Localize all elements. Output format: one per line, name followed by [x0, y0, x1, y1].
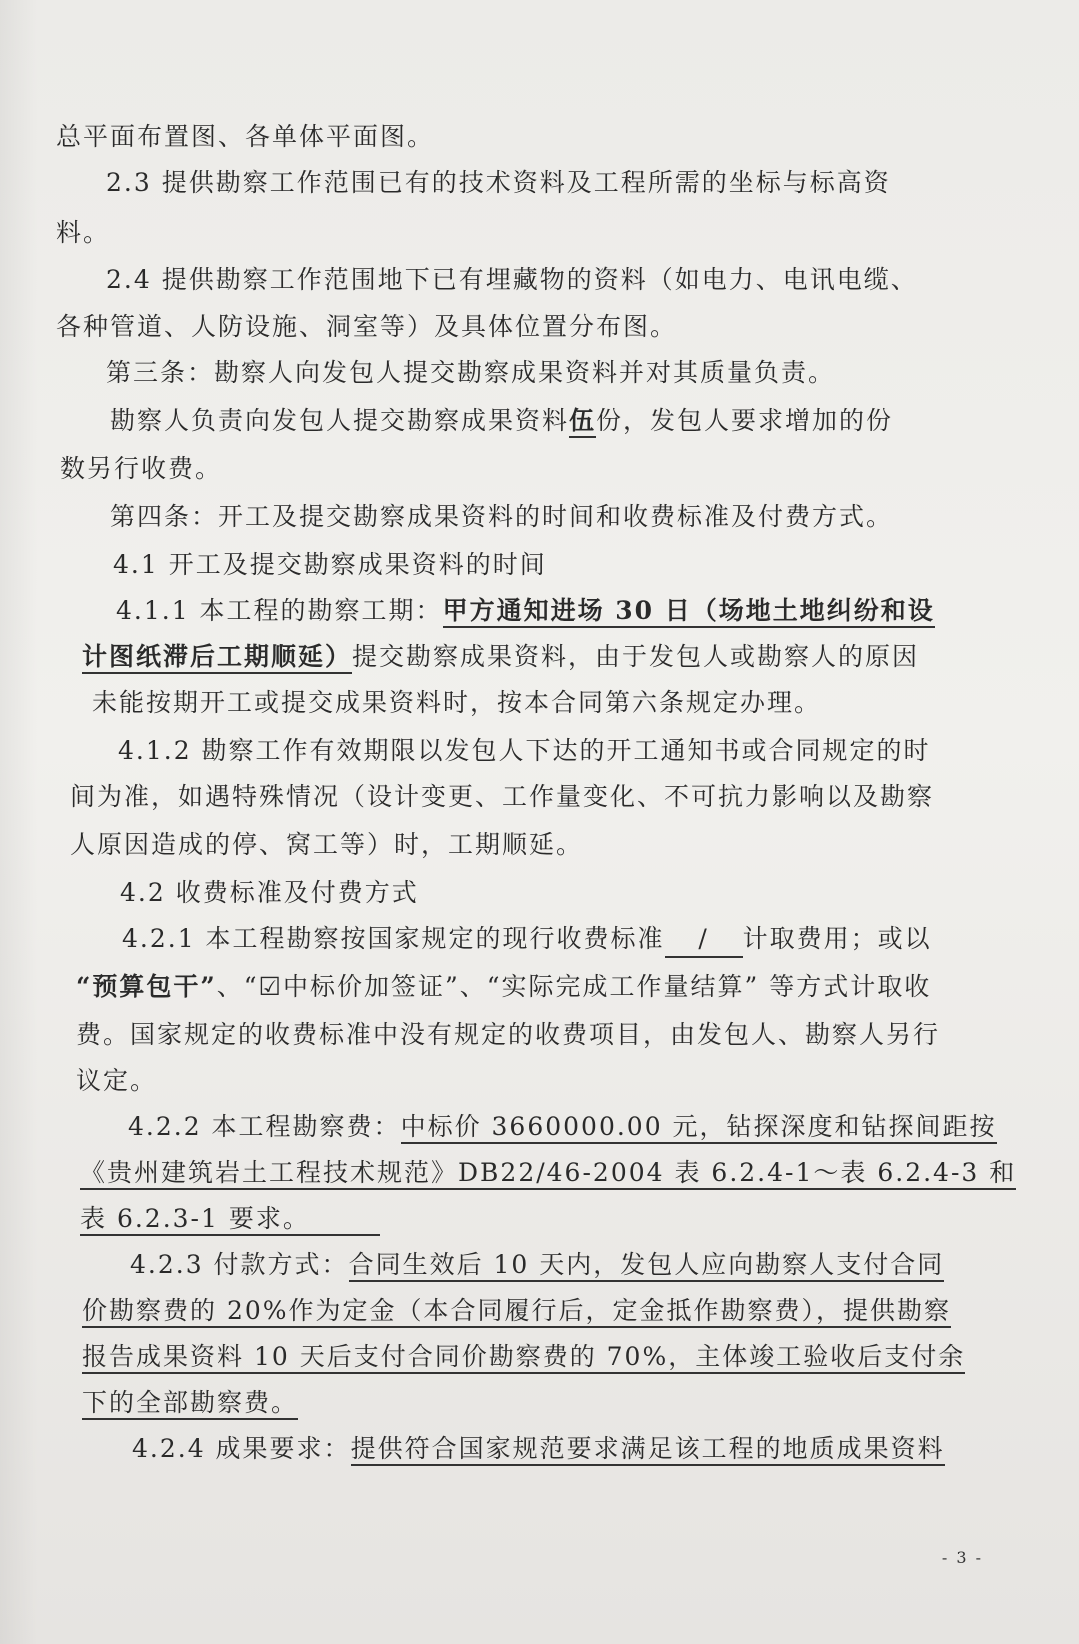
page-number: - 3 -	[941, 1548, 983, 1567]
text-line: 料。	[56, 218, 111, 247]
clause-4-2-2: 4.2.2 本工程勘察费：中标价 3660000.00 元，钻探深度和钻探间距按	[128, 1110, 997, 1144]
clause-2-4: 2.4 提供勘察工作范围地下已有埋藏物的资料（如电力、电讯电缆、	[106, 265, 918, 294]
text-line: 表 6.2.3-1 要求。	[80, 1202, 380, 1236]
text-line: 费。国家规定的收费标准中没有规定的收费项目，由发包人、勘察人另行	[76, 1020, 941, 1049]
clause-4-1-2: 4.1.2 勘察工作有效期限以发包人下达的开工通知书或合同规定的时	[118, 736, 931, 765]
schedule-field: 甲方通知进场 30 日（场地土地纠纷和设	[443, 596, 935, 628]
payment-field: 合同生效后 10 天内，发包人应向勘察人支付合同	[349, 1250, 945, 1282]
text-line: 总平面布置图、各单体平面图。	[56, 122, 435, 151]
text-line: 计图纸滞后工期顺延）提交勘察成果资料，由于发包人或勘察人的原因	[82, 640, 919, 674]
fee-amount-field: 中标价 3660000.00 元，钻探深度和钻探间距按	[401, 1112, 997, 1144]
text-line: 报告成果资料 10 天后支付合同价勘察费的 70%，主体竣工验收后支付余	[82, 1340, 965, 1374]
fee-standard-field: /	[665, 922, 743, 958]
deliverable-field: 提供符合国家规范要求满足该工程的地质成果资料	[351, 1434, 945, 1466]
text-line: 未能按期开工或提交成果资料时，按本合同第六条规定办理。	[92, 688, 822, 717]
text-line: 议定。	[76, 1066, 158, 1095]
article-4-heading: 第四条：开工及提交勘察成果资料的时间和收费标准及付费方式。	[110, 502, 894, 531]
text-line: 人原因造成的停、窝工等）时，工期顺延。	[70, 830, 584, 859]
clause-4-2-4: 4.2.4 成果要求：提供符合国家规范要求满足该工程的地质成果资料	[132, 1432, 945, 1466]
text-line: 下的全部勘察费。	[82, 1386, 298, 1420]
clause-4-2-1: 4.2.1 本工程勘察按国家规定的现行收费标准 / 计取费用；或以	[122, 922, 932, 958]
copies-line: 勘察人负责向发包人提交勘察成果资料伍份，发包人要求增加的份	[110, 404, 893, 438]
text-line: 数另行收费。	[60, 454, 223, 483]
text-line: 各种管道、人防设施、洞室等）及具体位置分布图。	[56, 312, 678, 341]
copies-field: 伍	[569, 406, 596, 438]
page-edge-shadow	[0, 0, 38, 1644]
text-line: “预算包干”、“☑中标价加签证”、“实际完成工作量结算” 等方式计取收	[76, 972, 932, 1001]
section-4-1-heading: 4.1 开工及提交勘察成果资料的时间	[113, 550, 547, 579]
section-4-2-heading: 4.2 收费标准及付费方式	[120, 878, 419, 907]
clause-2-3: 2.3 提供勘察工作范围已有的技术资料及工程所需的坐标与标高资	[106, 168, 891, 197]
text-line: 《贵州建筑岩土工程技术规范》DB22/46-2004 表 6.2.4-1～表 6.2.4-3 和	[80, 1156, 1016, 1190]
article-3-heading: 第三条：勘察人向发包人提交勘察成果资料并对其质量负责。	[106, 358, 836, 387]
text-line: 价勘察费的 20%作为定金（本合同履行后，定金抵作勘察费），提供勘察	[82, 1294, 951, 1328]
clause-4-1-1: 4.1.1 本工程的勘察工期：甲方通知进场 30 日（场地土地纠纷和设	[116, 594, 935, 628]
text-line: 间为准，如遇特殊情况（设计变更、工作量变化、不可抗力影响以及勘察	[70, 782, 935, 811]
clause-4-2-3: 4.2.3 付款方式：合同生效后 10 天内，发包人应向勘察人支付合同	[130, 1248, 944, 1282]
schedule-field-cont: 计图纸滞后工期顺延）	[82, 642, 352, 674]
